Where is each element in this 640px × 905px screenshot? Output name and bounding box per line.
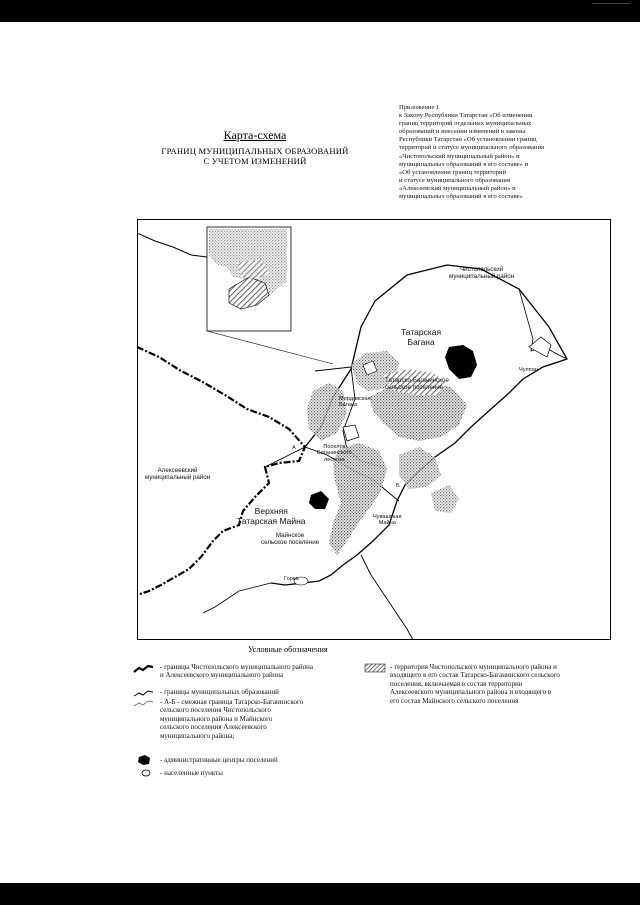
appendix-line: «Об установлении границ территорий: [399, 168, 507, 176]
label-alekseevsk-district: Алексеевский муниципальный район: [145, 467, 211, 482]
legend-symbol-transfer-territory: [364, 663, 386, 673]
legend-item-settlement: - населенные пункты: [160, 769, 223, 777]
appendix-line: муниципальных образований в его составе» и: [399, 160, 529, 168]
label-tatarskaya-bagana: Татарская Багана: [401, 327, 442, 347]
label-mordovskaya-bagana: Мордовская Багана: [339, 396, 371, 409]
map-title: Карта-схема: [223, 128, 287, 142]
scan-border-top: [0, 0, 640, 22]
appendix-line: «Алексеевский муниципальный район» и: [399, 184, 516, 192]
legend-symbol-district-border: [133, 664, 155, 674]
label-posyolok-leskhoza: Поселок Баганинского лесхоза: [317, 444, 352, 463]
appendix-line: «Чистопольский муниципальный район» и: [399, 152, 520, 160]
appendix-line: Приложение 1: [399, 104, 440, 111]
appendix-line: границ территорий отдельных муниципальных: [399, 120, 532, 128]
appendix-line: Республики Татарстан «Об установлении границ: [399, 136, 537, 144]
legend-symbol-municipal-border: [133, 688, 155, 698]
appendix-line: муниципальных образований в его составе»: [399, 193, 523, 201]
label-point-b: Б: [396, 483, 400, 489]
label-verkhnyaya-tatarskaya-mayna: Верхняя Татарская Майна: [237, 506, 306, 526]
map-canvas: [137, 219, 611, 640]
appendix-line: и статусе муниципального образования: [399, 176, 510, 184]
scan-border-bottom: [0, 883, 640, 905]
label-chistopol-district: Чистопольский муниципальный район: [449, 266, 515, 281]
legend-symbol-ab-border: [133, 698, 155, 708]
legend-title: Условные обозначения: [248, 645, 328, 654]
map-subtitle-line-1: ГРАНИЦ МУНИЦИПАЛЬНЫХ ОБРАЗОВАНИЙ: [161, 146, 349, 156]
legend-item-municipal-border: - границы муниципальных образований: [160, 688, 279, 696]
legend-symbol-settlement: [140, 768, 152, 778]
appendix-line: территорий и статусе муниципального образования: [399, 144, 545, 152]
label-tatarsko-baganinskoe: Татарско-Баганинское сельское поселение: [385, 377, 449, 392]
appendix-header: [399, 104, 589, 201]
scan-mark: [592, 3, 630, 4]
legend-symbol-admin-centre: [137, 754, 151, 766]
legend-item-transfer-territory: - территория Чистопольского муниципального района и входящего в его состав Татарско-Баганинского сельского поселения, включаемая в состав территории Алексеевского муниципального района и входящего в его состав Майнского сельского поселения: [390, 663, 560, 705]
appendix-line: к Закону Республики Татарстан «Об изменении: [399, 112, 533, 120]
label-chuvashskaya-mayna: Чувашская Майна: [373, 514, 402, 527]
legend-item-admin-centre: - административные центры поселений: [160, 756, 278, 764]
label-point-a: А: [292, 445, 296, 451]
legend-item-ab-border: - А-Б - смежная граница Татарско-Баганинского сельского поселения Чистопольского муниципального района и Майнского сельского поселения Алексеевского муниципального района;: [160, 698, 304, 740]
map-subtitle-line-2: С УЧЕТОМ ИЗМЕНЕНИЙ: [203, 156, 307, 166]
map-title-block: [130, 128, 380, 166]
label-gorka: Горка: [284, 576, 299, 582]
appendix-line: образований и внесении изменений в законы: [399, 128, 526, 136]
map-frame: [137, 219, 611, 640]
legend-item-district-border: - границы Чистопольского муниципального района и Алексеевского муниципального района: [160, 663, 313, 680]
label-mayinskoe: Майнское сельское поселение: [261, 532, 320, 547]
label-chulpan: Чулпан: [519, 367, 538, 373]
